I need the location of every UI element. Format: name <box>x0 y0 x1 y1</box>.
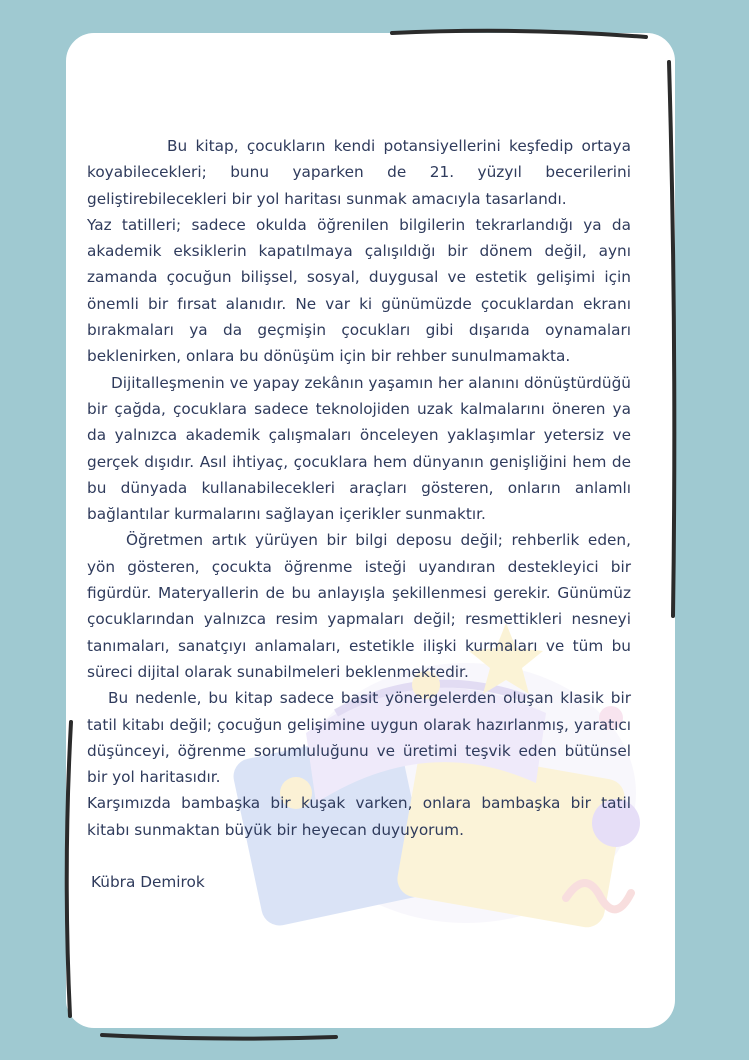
letter-body <box>87 133 631 895</box>
paragraph-closing: Karşımızda bambaşka bir kuşak varken, onlara bambaşka bir tatil kitabı sunmaktan büyük bir heyecan duyuyorum. <box>87 794 631 839</box>
paragraph-intro: Bu kitap, çocukların kendi potansiyellerini keşfedip ortaya koyabilecekleri; bunu yaparken de 21. yüzyıl becerilerini geliştirebilecekleri bir yol haritası sunmak amacıyla tasarlandı. <box>87 137 631 208</box>
paragraph-purpose: Bu nedenle, bu kitap sadece basit yönergelerden oluşan klasik bir tatil kitabı değil; çocuğun gelişimine uygun olarak hazırlanmış, yaratıcı düşünceyi, öğrenme sorumluluğunu ve üretimi teşvik eden bütünsel bir yol haritasıdır. <box>87 689 631 787</box>
paragraph-digital: Dijitalleşmenin ve yapay zekânın yaşamın her alanını dönüştürdüğü bir çağda, çocuklara sadece teknolojiden uzak kalmalarını öneren ya da yalnızca akademik çalışmaları önceleyen yaklaşımlar yetersiz ve gerçek dışıdır. Asıl ihtiyaç, çocuklara hem dünyanın genişliğini hem de bu dünyada kullanabilecekleri araçları gösteren, onların anlamlı bağlantılar kurmalarını sağlayan içerikler sunmaktır. <box>87 373 631 524</box>
paragraph-teacher: Öğretmen artık yürüyen bir bilgi deposu değil; rehberlik eden, yön gösteren, çocukta öğrenme isteği uyandıran destekleyici bir figürdür. Materyallerin de bu anlayışla şekillenmesi gerekir. Günümüz çocuklarından yalnızca resim yapmaları değil; resmettikleri nesneyi tanımaları, sanatçıyı anlamaları, estetikle ilişki kurmaları ve tüm bu süreci dijital olarak sunabilmeleri beklenmektedir. <box>87 531 631 681</box>
brush-stroke-left <box>60 720 78 1020</box>
signature: Kübra Demirok <box>91 873 205 892</box>
letter-page <box>66 33 675 1028</box>
brush-stroke-right <box>664 60 682 620</box>
paragraph-summer: Yaz tatilleri; sadece okulda öğrenilen bilgilerin tekrarlandığı ya da akademik eksiklerin kapatılmaya çalışıldığı bir dönem değil, aynı zamanda çocuğun bilişsel, sosyal, duygusal ve estetik gelişimi için önemli bir fırsat alanıdır. Ne var ki günümüzde çocuklardan ekranı bırakmaları ya da geçmişin çocukları gibi dışarıda oynamaları beklenirken, onlara bu dönüşüm için bir rehber sunulmamakta. <box>87 215 631 366</box>
brush-stroke-top <box>390 26 650 40</box>
brush-stroke-bottom <box>100 1030 340 1044</box>
